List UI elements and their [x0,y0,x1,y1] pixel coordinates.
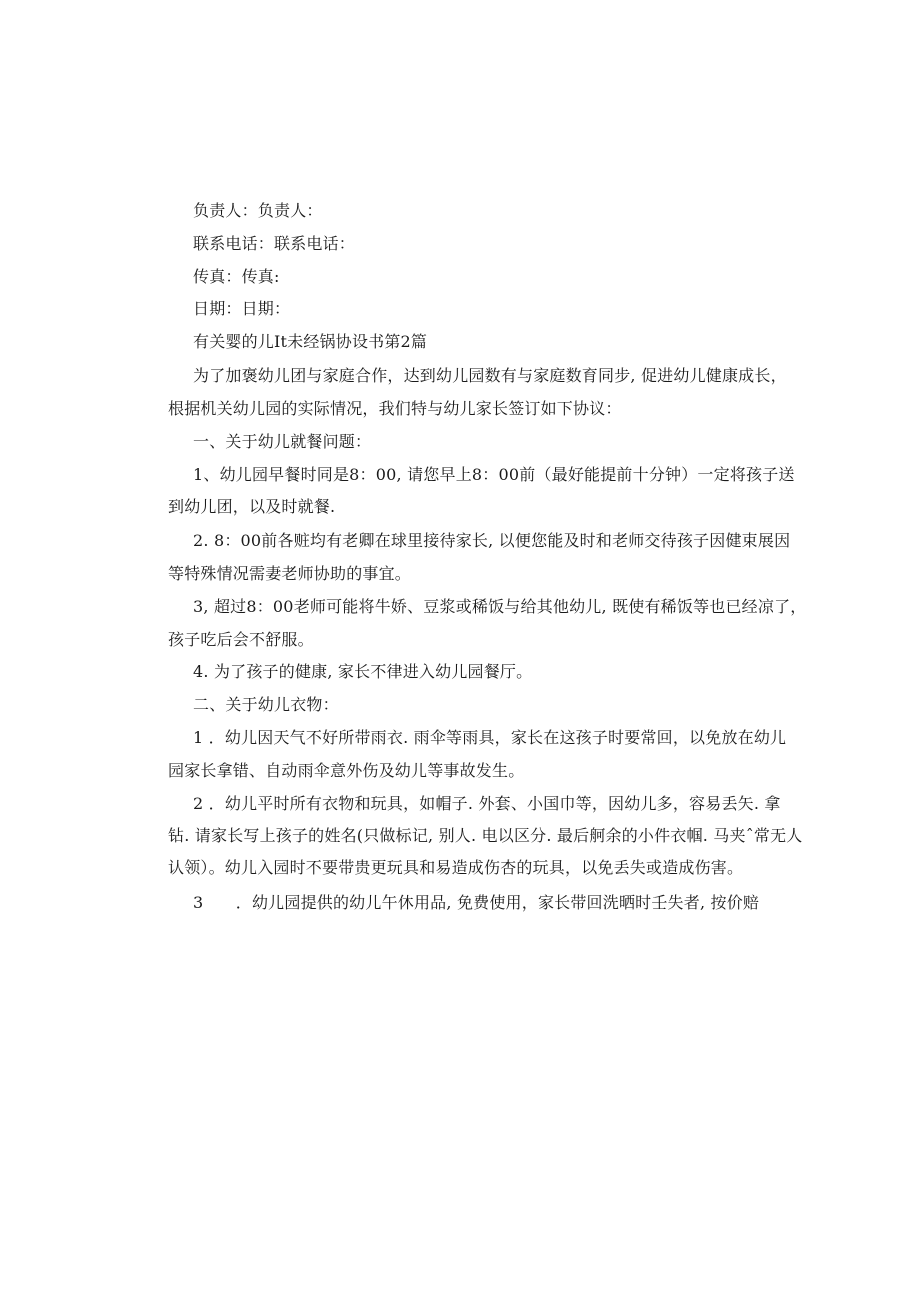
part2-item-3-line-1: 3 ．幼儿园提供的幼儿午休用品, 免费使用，家长带回洗晒时壬失者, 按价赔 [193,893,760,912]
part2-item-2-line-1: 2 ．幼儿平时所有衣物和玩具，如帽子. 外套、小国巾等，因幼儿多，容易丢矢. 拿 [193,794,781,813]
part1-item-2-line-2: 等特殊情况需妻老师协助的事宜。 [168,564,412,583]
fax-field: 传真：传真: [193,267,280,286]
part1-item-1-line-2: 到幼儿团，以及时就餐. [168,497,336,516]
part1-item-2-line-1: 2. 8：00前各赃均有老卿在球里接待家长, 以便您能及时和老师交待孩子因健束展因 [193,531,791,550]
responsible-field: 负责人：负责人： [193,201,323,220]
part2-heading: 二、关于幼儿衣物： [193,695,339,714]
part1-item-1-line-1: 1、幼儿园早餐时同是8：00, 请您早上8：00前（最好能提前十分钟）一定将孩子送 [193,465,795,484]
part1-item-3-line-2: 孩子吃后会不舒服。 [168,630,314,649]
part2-item-2-line-2: 钻. 请家长写上孩子的姓名(只做标记, 别人. 电以区分. 最后舸余的小件衣帼. 马夹ˆ常无人 [168,826,803,845]
part1-heading: 一、关于幼儿就餐问题： [193,432,372,451]
phone-field: 联系电话：联系电话： [193,234,356,253]
part1-item-3-line-1: 3, 超过8：00老师可能将牛娇、豆浆或稀饭与给其他幼儿, 既使有稀饭等也已经凉了， [193,597,807,616]
part2-item-1-line-2: 园家长拿错、自动雨伞意外伤及幼儿等事故发生。 [168,761,525,780]
part2-item-2-line-3: 认领）。幼儿入园时不要带贵更玩具和易造成伤杏的玩具，以免丢失或造成伤害。 [168,858,744,877]
part1-item-4: 4. 为了孩子的健康, 家长不律进入幼儿园餐厅。 [193,662,533,681]
date-field: 日期：日期： [193,299,291,318]
part2-item-1-line-1: 1 ．幼儿因天气不好所带雨衣. 雨伞等雨具，家长在这孩子时要常回，以免放在幼儿 [193,728,787,747]
section-title: 有关婴的儿It未经锅协设书第2篇 [193,332,428,351]
intro-line-2: 根据机关幼儿园的实际情况，我们特与幼儿家长签订如下协议： [168,399,622,418]
intro-line-1: 为了加褒幼儿团与家庭合作，达到幼儿园数有与家庭数育同步, 促进幼儿健康成长， [193,366,787,385]
